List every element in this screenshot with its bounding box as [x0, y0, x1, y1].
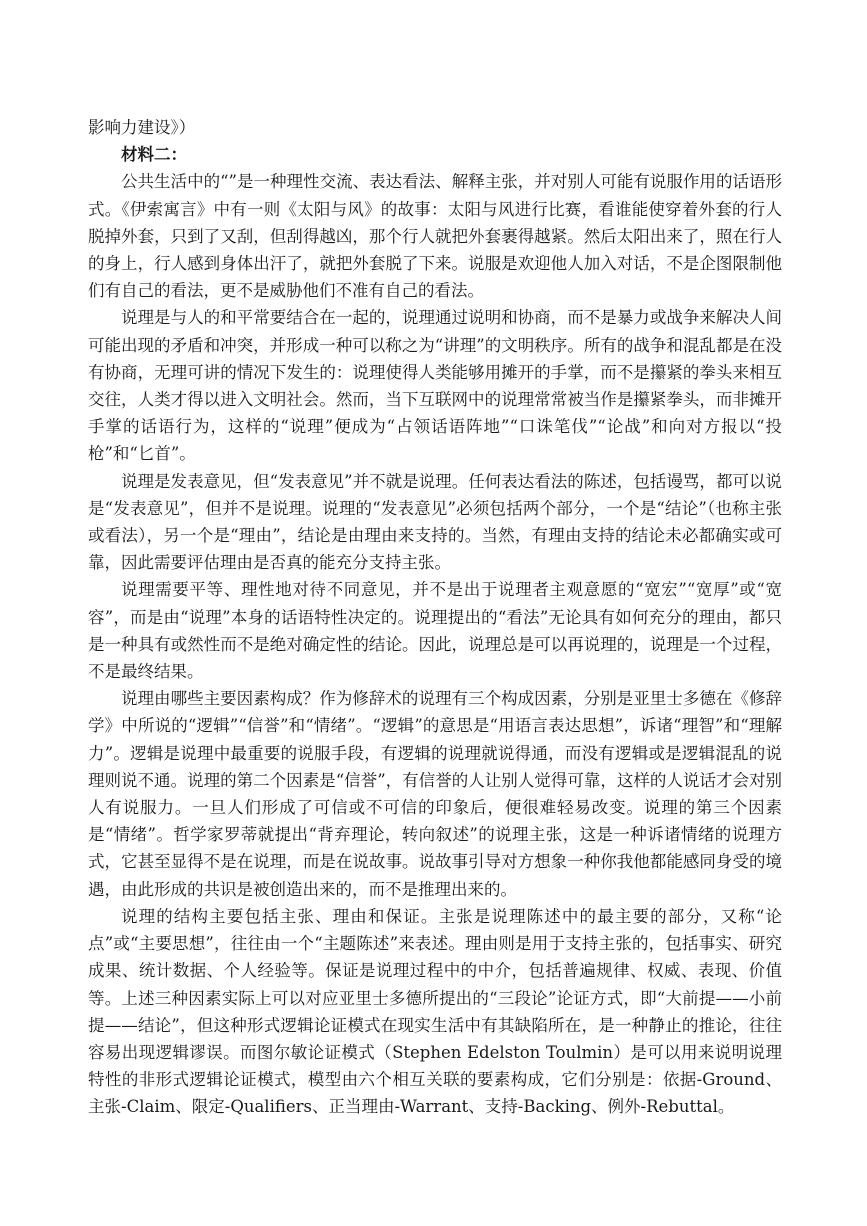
- paragraph: 公共生活中的“”是一种理性交流、表达看法、解释主张，并对别人可能有说服作用的话语形式。《伊索寓言》中有一则《太阳与风》的故事：太阳与风进行比赛，看谁能使穿着外套的行人脱掉外套，只到了又刮，但刮得越凶，那个行人就把外套裹得越紧。然后太阳出来了，照在行人的身上，行人感到身体出汗了，就把外套脱了下来。说服是欢迎他人加入对话，不是企图限制他们有自己的看法，更不是威胁他们不准有自己的看法。: [88, 172, 782, 301]
- paragraph: 说理是与人的和平常要结合在一起的，说理通过说明和协商，而不是暴力或战争来解决人间可能出现的矛盾和冲突，并形成一种可以称之为“讲理”的文明秩序。所有的战争和混乱都是在没有协商，无理可讲的情况下发生的：说理使得人类能够用摊开的手掌，而不是攥紧的拳头来相互交往，人类才得以进入文明社会。然而，当下互联网中的说理常常被当作是攥紧拳头，而非摊开手掌的话语行为，这样的“说理”便成为“占领话语阵地”“口诛笔伐”“论战”和向对方报以“投枪”和“匕首”。: [88, 308, 782, 464]
- document-body: [88, 114, 782, 1121]
- continued-line: 影响力建设》）: [88, 118, 196, 137]
- paragraph: 说理是发表意见，但“发表意见”并不就是说理。任何表达看法的陈述，包括谩骂，都可以说是“发表意见”，但并不是说理。说理的“发表意见”必须包括两个部分，一个是“结论”（也称主张或看法），另一个是“理由”，结论是由理由来支持的。当然，有理由支持的结论未必都确实或可靠，因此需要评估理由是否真的能充分支持主张。: [88, 471, 782, 573]
- paragraph: 说理由哪些主要因素构成？作为修辞术的说理有三个构成因素，分别是亚里士多德在《修辞学》中所说的“逻辑”“信誉”和“情绪”。“逻辑”的意思是“用语言表达思想”，诉诸“理智”和“理解力”。逻辑是说理中最重要的说服手段，有逻辑的说理就说得通，而没有逻辑或是逻辑混乱的说理则说不通。说理的第二个因素是“信誉”，有信誉的人让别人觉得可靠，这样的人说话才会对别人有说服力。一旦人们形成了可信或不可信的印象后，便很难轻易改变。说理的第三个因素是“情绪”。哲学家罗蒂就提出“背弃理论，转向叙述”的说理主张，这是一种诉诸情绪的说理方式，它甚至显得不是在说理，而是在说故事。说故事引导对方想象一种你我他都能感同身受的境遇，由此形成的共识是被创造出来的，而不是推理出来的。: [88, 689, 782, 899]
- paragraph: 说理需要平等、理性地对待不同意见，并不是出于说理者主观意愿的“宽宏”“宽厚”或“宽容”，而是由“说理”本身的话语特性决定的。说理提出的“看法”无论具有如何充分的理由，都只是一种具有或然性而不是绝对确定性的结论。因此，说理总是可以再说理的，说理是一个过程，不是最终结果。: [88, 580, 782, 682]
- section-heading: 材料二：: [121, 145, 187, 165]
- paragraph: 说理的结构主要包括主张、理由和保证。主张是说理陈述中的最主要的部分，又称“论点”或“主要思想”，往往由一个“主题陈述”来表述。理由则是用于支持主张的，包括事实、研究成果、统计数据、个人经验等。保证是说理过程中的中介，包括普遍规律、权威、表现、价值等。上述三种因素实际上可以对应亚里士多德所提出的“三段论”论证方式，即“大前提——小前提——结论”，但这种形式逻辑论证模式在现实生活中有其缺陷所在，是一种静止的推论，往往容易出现逻辑谬误。而图尔敏论证模式（Stephen Edelston Toulmin）是可以用来说明说理特性的非形式逻辑论证模式，模型由六个相互关联的要素构成，它们分别是：依据-Ground、主张-Claim、限定-Qualifiers、正当理由-Warrant、支持-Backing、例外-Rebuttal。: [88, 906, 782, 1117]
